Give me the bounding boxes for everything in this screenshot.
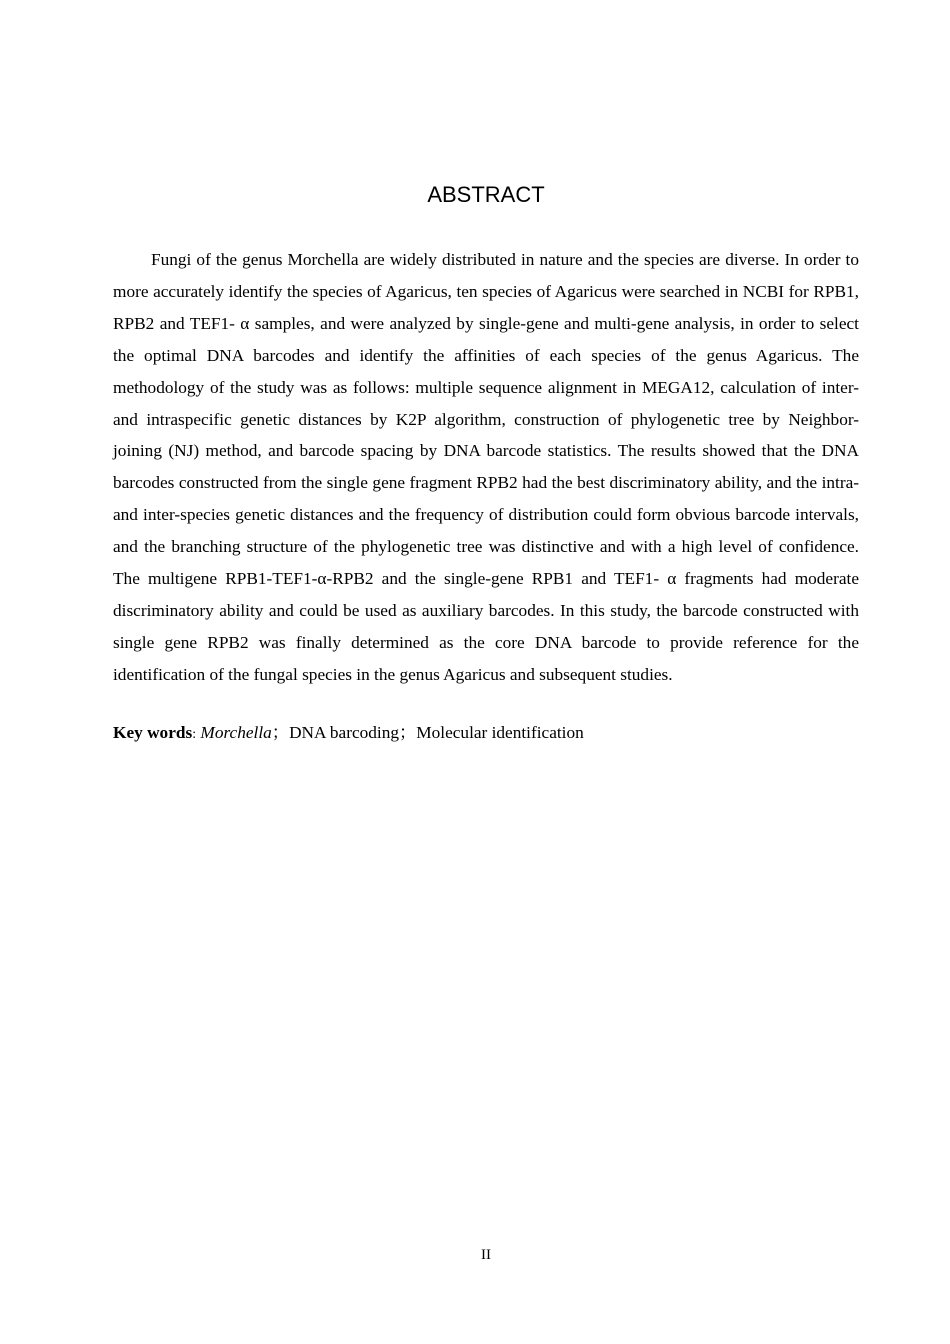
keyword-item: Molecular identification bbox=[416, 723, 584, 742]
keywords-line bbox=[113, 719, 859, 749]
keywords-colon: : bbox=[192, 727, 197, 742]
keywords-label: Key words bbox=[113, 723, 193, 742]
keyword-separator: ； bbox=[398, 723, 417, 742]
abstract-title: ABSTRACT bbox=[427, 182, 545, 207]
keyword-separator: ； bbox=[271, 723, 290, 742]
page-number: II bbox=[481, 1247, 491, 1263]
keyword-item: Morchella bbox=[200, 723, 272, 742]
abstract-paragraph: Fungi of the genus Morchella are widely distributed in nature and the species are diverse. In order to more accurately identify the species of Agaricus, ten species of Agaricus were searched in NCBI for RPB1, RPB2 and TEF1- α samples, and were analyzed by single-gene and multi-gene analysis, in order to select the optimal DNA barcodes and identify the affinities of each species of the genus Agaricus. The methodology of the study was as follows: multiple sequence alignment in MEGA12, calculation of inter- and intraspecific genetic distances by K2P algorithm, construction of phylogenetic tree by Neighbor-joining (NJ) method, and barcode spacing by DNA barcode statistics. The results showed that the DNA barcodes constructed from the single gene fragment RPB2 had the best discriminatory ability, and the intra- and inter-species genetic distances and the frequency of distribution could form obvious barcode intervals, and the branching structure of the phylogenetic tree was distinctive and with a high level of confidence. The multigene RPB1-TEF1-α-RPB2 and the single-gene RPB1 and TEF1- α fragments had moderate discriminatory ability and could be used as auxiliary barcodes. In this study, the barcode constructed with single gene RPB2 was finally determined as the core DNA barcode to provide reference for the identification of the fungal species in the genus Agaricus and subsequent studies. bbox=[113, 250, 859, 684]
keyword-item: DNA barcoding bbox=[289, 723, 399, 742]
